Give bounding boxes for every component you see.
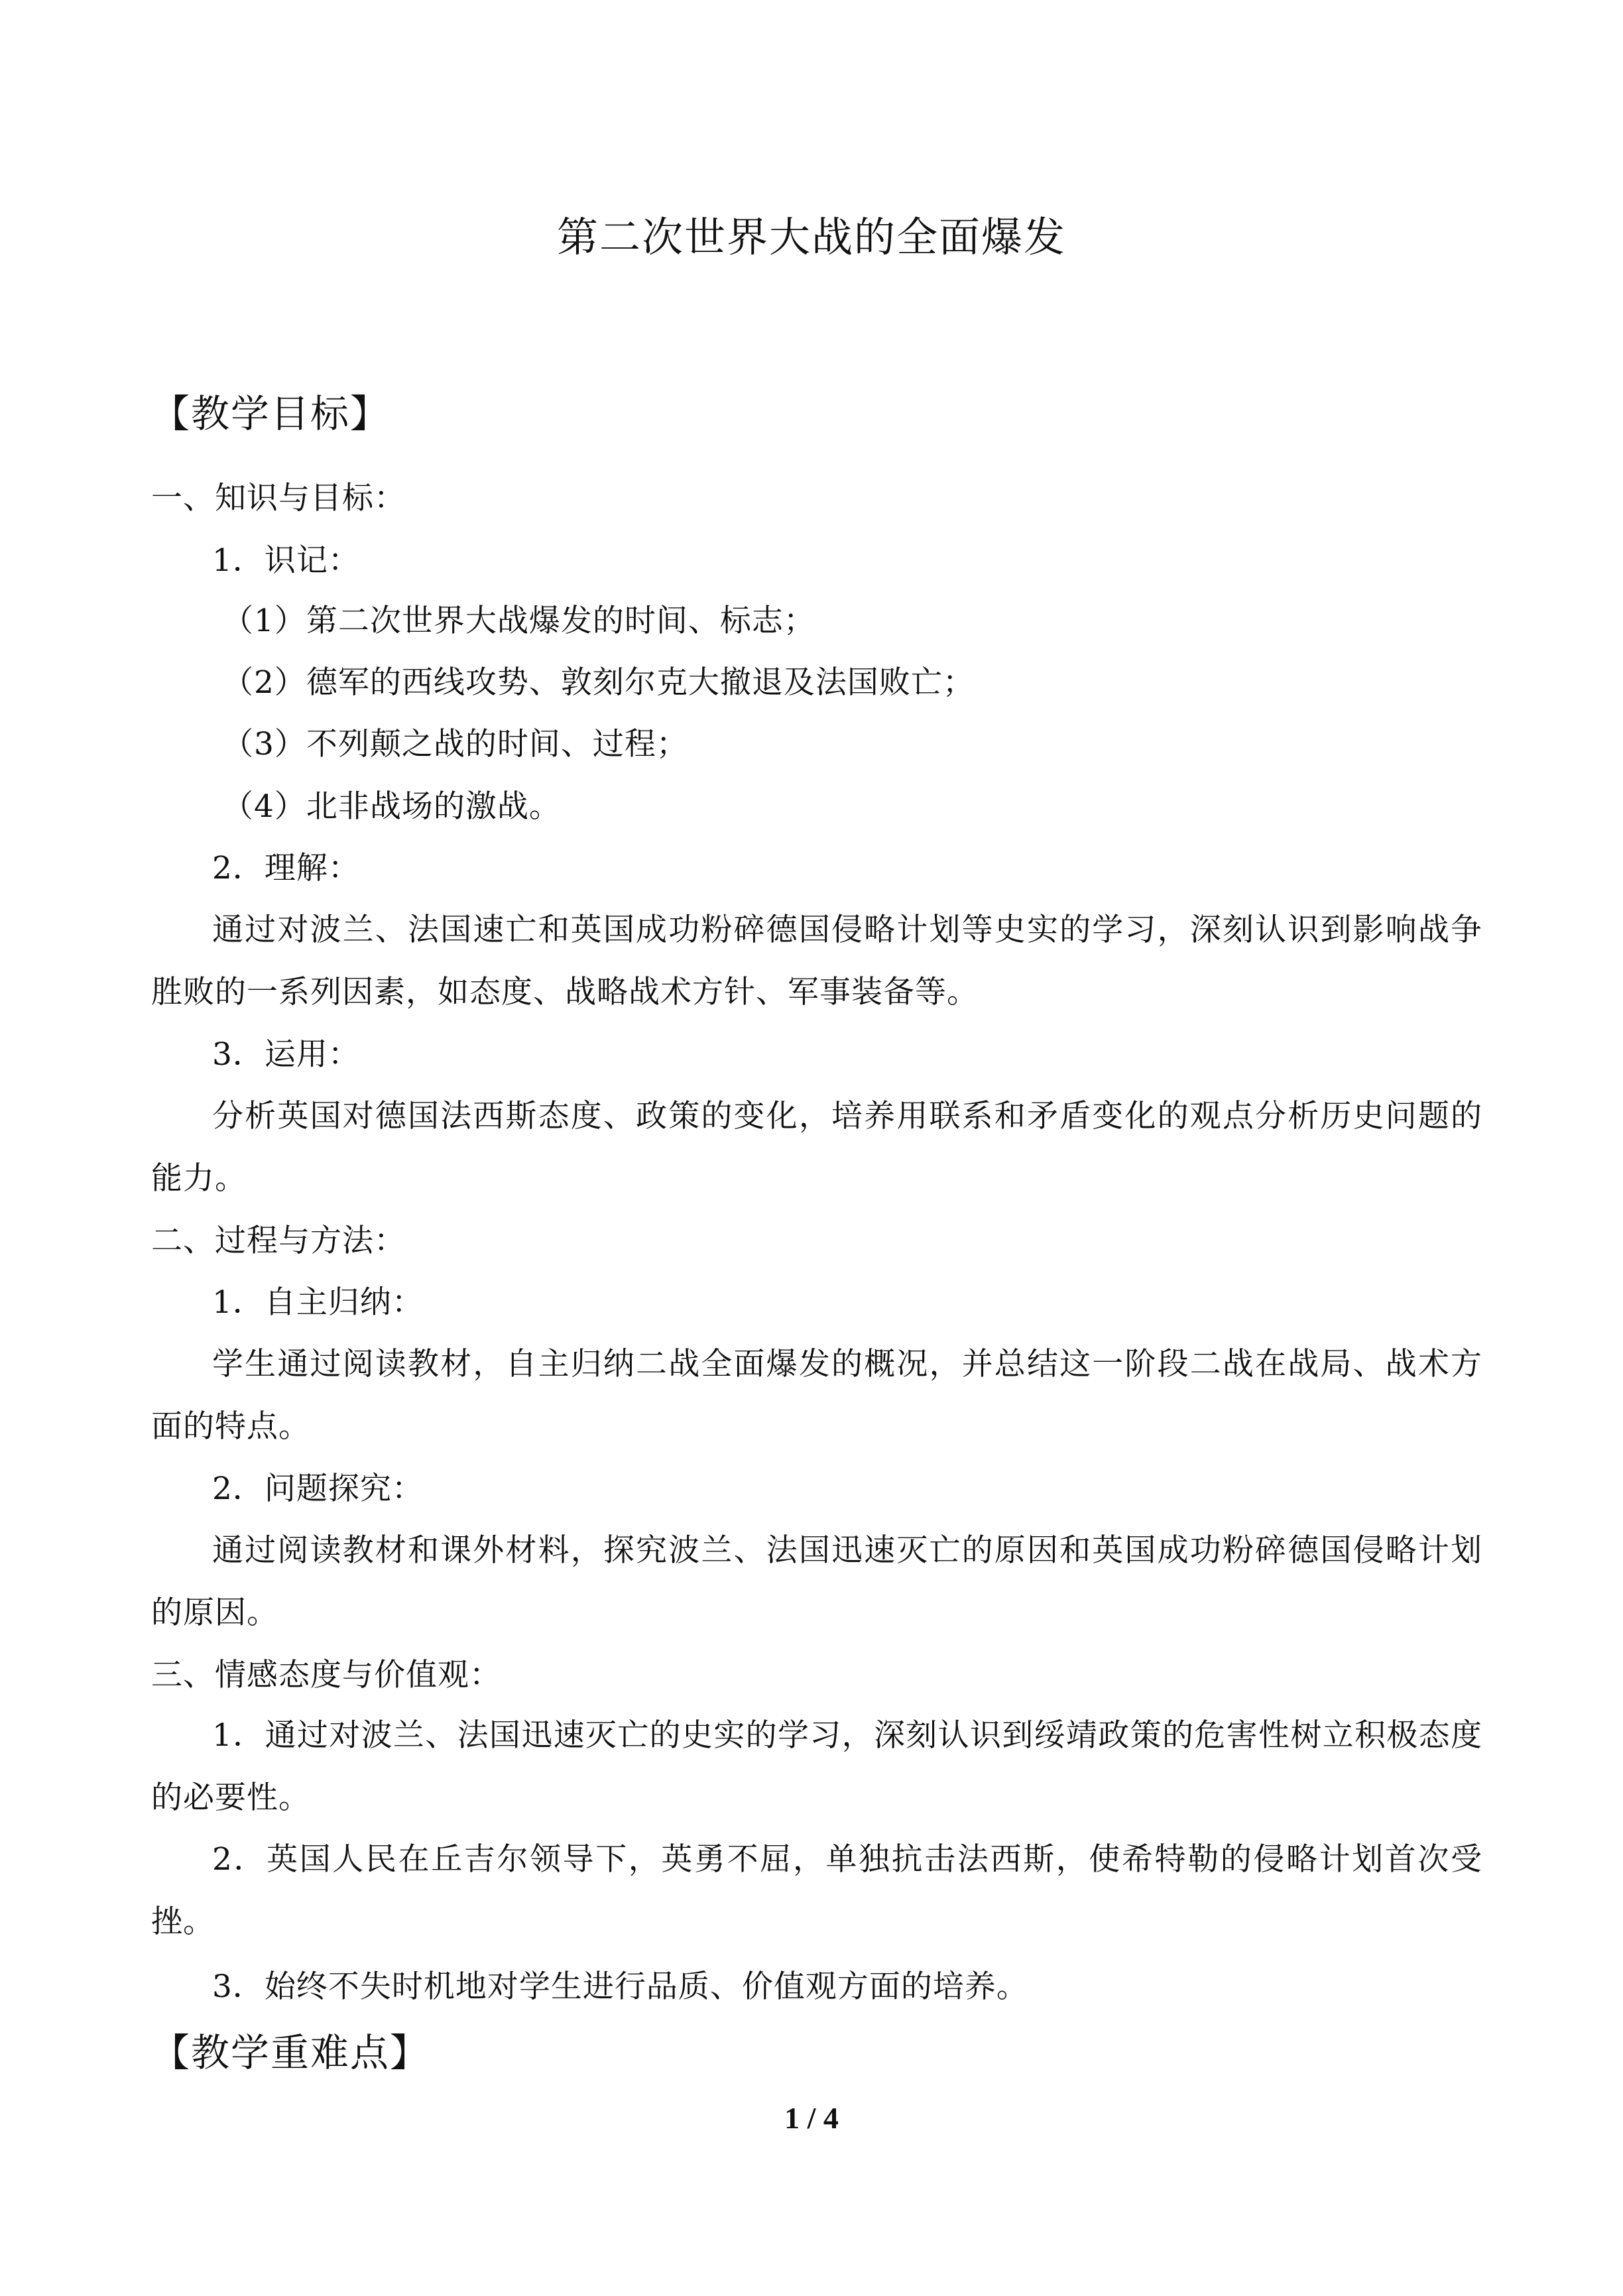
self-summary-paragraph: 学生通过阅读教材，自主归纳二战全面爆发的概况，并总结这一阶段二战在战局、战术方面的特点。: [151, 1346, 1482, 1445]
page-number: 1 / 4: [784, 2101, 839, 2135]
apply-label: 3．运用：: [212, 1036, 360, 1073]
inquiry-paragraph: 通过阅读教材和课外材料，探究波兰、法国迅速灭亡的原因和英国成功粉碎德国侵略计划的原因。: [151, 1532, 1482, 1631]
recall-item: （2）德军的西线攻势、敦刻尔克大撤退及法国败亡；: [222, 664, 975, 701]
understand-paragraph: 通过对波兰、法国速亡和英国成功粉碎德国侵略计划等史实的学习，深刻认识到影响战争胜败的一系列因素，如态度、战略战术方针、军事装备等。: [151, 912, 1482, 1010]
inquiry-label: 2．问题探究：: [212, 1471, 424, 1507]
section-heading-objectives: 【教学目标】: [151, 391, 391, 436]
apply-paragraph: 分析英国对德国法西斯态度、政策的变化，培养用联系和矛盾变化的观点分析历史问题的能力。: [151, 1098, 1482, 1197]
self-summary-label: 1．自主归纳：: [212, 1284, 424, 1321]
knowledge-heading: 一、知识与目标：: [151, 480, 406, 516]
recall-item: （1）第二次世界大战爆发的时间、标志；: [222, 603, 815, 639]
process-heading: 二、过程与方法：: [151, 1223, 406, 1259]
page-title: 第二次世界大战的全面爆发: [556, 213, 1066, 261]
understand-label: 2．理解：: [212, 850, 360, 886]
recall-label: 1．识记：: [212, 542, 360, 579]
values-item: 2．英国人民在丘吉尔领导下，英勇不屈，单独抗击法西斯，使希特勒的侵略计划首次受挫。: [151, 1841, 1482, 1940]
section-heading-key-points: 【教学重难点】: [151, 2030, 430, 2075]
values-item: 3．始终不失时机地对学生进行品质、价值观方面的培养。: [212, 1968, 1028, 2005]
values-item: 1．通过对波兰、法国迅速灭亡的史实的学习，深刻认识到绥靖政策的危害性树立积极态度的必要性。: [151, 1717, 1482, 1816]
recall-item: （3）不列颠之战的时间、过程；: [222, 726, 688, 762]
recall-item: （4）北非战场的激战。: [222, 788, 561, 825]
values-heading: 三、情感态度与价值观：: [151, 1657, 501, 1693]
